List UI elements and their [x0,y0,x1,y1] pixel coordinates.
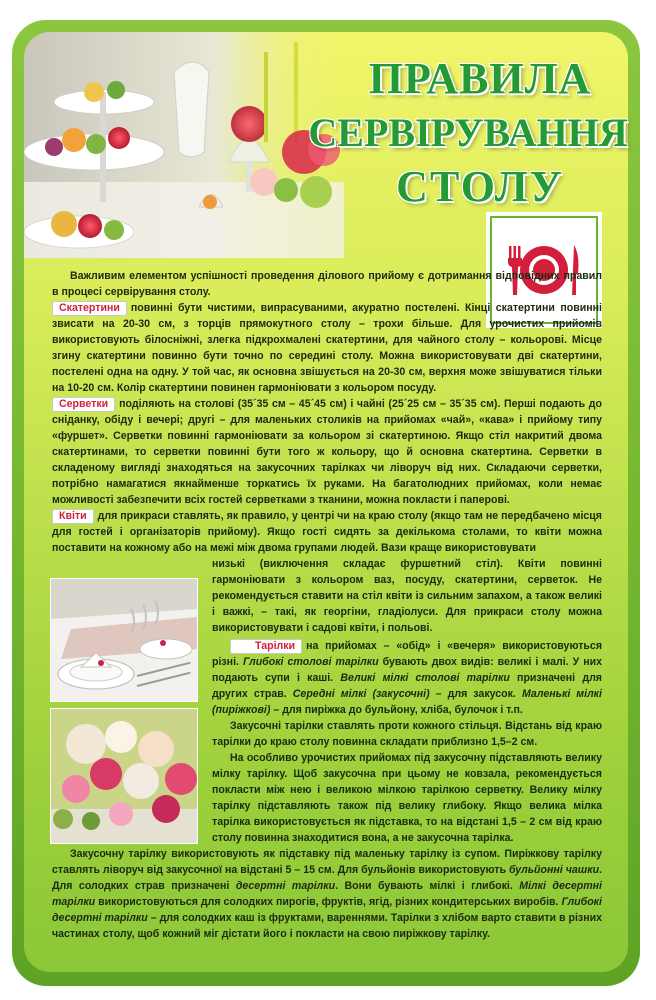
title-line-3: СТОЛУ [396,162,564,211]
plates-text-2: бувають двох видів: великі і малі. У них подають супи і каші. [212,656,603,684]
plates-p4b: . Для солодких страв призначені [52,864,602,892]
flowers-text-a: для прикраси ставлять, як правило, у центрі чи на краю столу (якщо там не передбачено місця для гостей і організаторів прийому). Якщо гості сидять за декількома столами, то квіти можна поставити на кожному або на межі між двома групами людей. Вази краще використовувати [52,510,602,554]
plates-text-1: на прийомах – «обід» і «вечеря» використовуються різні. [212,640,602,668]
napkins-paragraph [52,396,602,508]
plates-small-shallow: Маленькі мілкі (пиріжкові) [212,688,602,716]
plates-p4d: використовуються для солодких пирогів, фруктів, ягід, різних кондитерських виробів. [98,896,559,908]
plates-p4e: – для солодких каш із фруктами, вареннями. Тарілки з хлібом варто ставити в різних частинах столу, щоб кожний міг дістати його і покласти на свою пиріжкову тарілку. [52,912,603,940]
tablecloths-text: повинні бути чистими, випрасуваними, акуратно постелені. Кінці скатертини повинні звисати на 20-30 см, з торців прямокутного столу – трохи більше. Для урочистих прийомів використовують білосніжні, злегка підкрохмалені скатертини, для чайного столу – кольорові. Місце згину скатертини повинно бути точно по середині столу. Можна використовувати дві скатертини, постелені одна на одну. У той час, як основна звішується на 20-30 см, верхня може звішуватися тільки на 10-20 см. Колір скатертини повинен гармоніювати з кольором посуду. [52,302,602,394]
flowers-label: Квіти [52,509,94,524]
plates-dessert: десертні тарілки [235,880,336,892]
plates-large-shallow: Великі мілкі столові тарілки [340,672,510,684]
plates-paragraph [212,638,602,718]
plates-dining-deep: Глибокі столові тарілки [243,656,379,668]
plates-p4c: . Вони бувають мілкі і глибокі. [335,880,513,892]
title-line-1: ПРАВИЛА [368,54,592,103]
flowers-paragraph-continued: низькі (виключення складає фуршетний стіл). Квіти повинні гармоніювати з кольором ваз, посуду, скатертини, серветок. Не рекомендується ставити на стіл квіти із сильним запахом, а також великі і важкі, – такі, як георгіни, гладіолуси. Для прикраси столу можна використовувати і садові квіти, і польові. [212,558,602,634]
intro-paragraph: Важливим елементом успішності проведення ділового прийому є дотримання відповідних правил в процесі сервірування столу. [52,270,602,298]
flowers-paragraph [52,508,602,556]
tablecloths-label: Скатертини [52,301,127,316]
plates-deep-dessert: Глибокі десертні тарілки [52,896,602,924]
plates-text-3: призначені для других страв. [212,672,602,700]
plates-text-5: – для пиріжка до бульйону, хліба, булочок і т.п. [273,704,523,716]
plates-paragraph-3: На особливо урочистих прийомах під закусочну підставляють велику мілку тарілку. Щоб закусочна при цьому не ковзала, рекомендується покласти між нею і великою мілкою тарілкою серветку. Велику мілку тарілку підставляють також під велику глибоку. Якщо велика мілка тарілка використовується як підставка, то на відстані 1,5 – 2 см від краю столу повинна знаходитися вона, а не закусочна тарілка. [212,752,602,844]
plates-shallow-dessert: Мілкі десертні тарілки [52,880,602,908]
plates-text-4: – для закусок. [435,688,516,700]
poster-title [308,52,630,214]
napkins-text: поділяють на столові (35´35 см – 45´45 см) і чайні (25´25 см – 35´35 см). Перші подають до сніданку, обіду і вечері; другі – для маленьких столиків на прийомах «чай», «кава» і прийому типу «фуршет». Серветки повинні гармоніювати за кольором зі скатертиною. Якщо стіл накритий двома скатертинами, то серветки повинні бути того ж кольору, що й основна скатертина. Серветки в складеному вигляді знаходяться на закусочних тарілках чи ліворуч від них. Складаючи серветки, потрібно намагатися якнайменше торкатись їх руками. На багатолюдних прийомах, коли немає можливості забезпечити всіх гостей серветками з тканини, можна покласти і паперові. [52,398,602,506]
hero-photo-table-setting [24,32,344,258]
tablecloths-paragraph [52,300,602,396]
napkins-label: Серветки [52,397,115,412]
plates-medium-shallow: Середні мілкі (закусочні) [292,688,430,700]
title-line-2: СЕРВІРУВАННЯ [308,110,628,155]
plates-paragraph-4 [52,846,602,942]
plates-p4a: Закусочну тарілку використовують як підставку під маленьку тарілку із супом. Пиріжкову тарілку ставлять ліворуч від закусочної на відстані 5 – 15 см. Для бульйонів використовують [52,848,602,876]
body-text [52,268,602,942]
plates-bouillon-cups: бульйонні чашки [508,864,600,876]
plates-paragraph-2: Закусочні тарілки ставлять проти кожного стільця. Відстань від краю тарілки до краю столу повинна складати приблизно 1,5–2 см. [212,720,602,748]
plates-label: Тарілки [230,639,302,654]
